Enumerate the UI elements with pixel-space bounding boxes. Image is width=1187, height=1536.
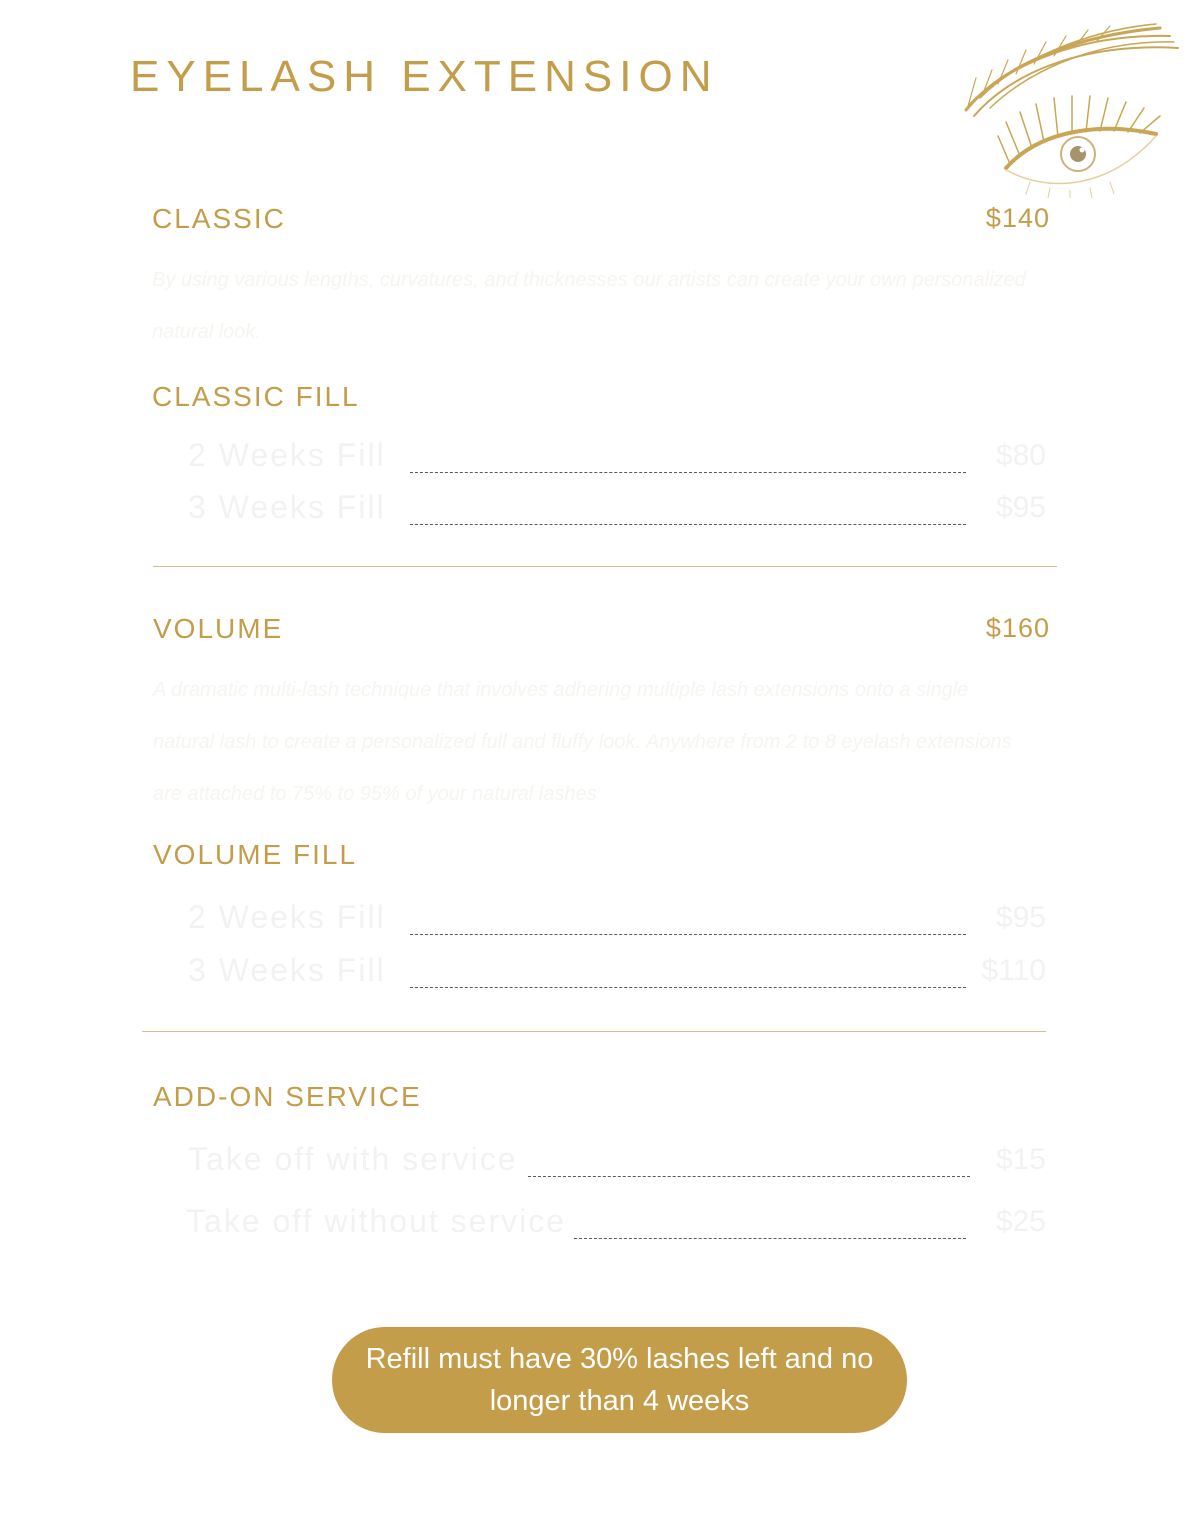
- volume-fill-2-weeks-price: $95: [995, 901, 1046, 934]
- dotted-leader: [410, 472, 966, 473]
- dotted-leader: [410, 987, 966, 988]
- refill-policy-text: Refill must have 30% lashes left and no longer than 4 weeks: [365, 1343, 874, 1417]
- volume-fill-2-weeks-label: 2 Weeks Fill: [188, 899, 414, 936]
- volume-heading: VOLUME: [153, 613, 284, 644]
- classic-fill-2-weeks-price: $80: [995, 439, 1046, 472]
- eye-illustration-icon: [960, 18, 1182, 198]
- classic-fill-2-weeks-label: 2 Weeks Fill: [188, 437, 414, 474]
- addon-take-off-without-service-price: $25: [995, 1205, 1046, 1238]
- classic-fill-heading: CLASSIC FILL: [152, 381, 360, 412]
- dotted-leader: [574, 1238, 966, 1239]
- addon-row: [188, 1141, 1046, 1189]
- volume-fill-row: [188, 899, 1046, 947]
- volume-fill-heading: VOLUME FILL: [153, 839, 358, 870]
- dotted-leader: [528, 1176, 970, 1177]
- addon-heading: ADD-ON SERVICE: [153, 1081, 422, 1112]
- refill-policy-banner: [332, 1327, 907, 1433]
- addon-row: [186, 1203, 1046, 1251]
- classic-fill-row: [188, 489, 1046, 537]
- section-divider: [153, 566, 1057, 567]
- classic-fill-row: [188, 437, 1046, 485]
- page-title: EYELASH EXTENSION: [130, 52, 719, 101]
- volume-fill-row: [188, 952, 1046, 1000]
- dotted-leader: [410, 524, 966, 525]
- classic-description: By using various lengths, curvatures, and thicknesses our artists can create your own personalized natural look.: [152, 269, 1026, 343]
- addon-take-off-with-service-price: $15: [995, 1143, 1046, 1176]
- volume-fill-3-weeks-label: 3 Weeks Fill: [188, 952, 414, 989]
- dotted-leader: [410, 934, 966, 935]
- volume-price: $160: [985, 613, 1050, 643]
- addon-take-off-with-service-label: Take off with service: [188, 1141, 546, 1178]
- classic-price: $140: [985, 203, 1050, 233]
- classic-heading: CLASSIC: [152, 203, 286, 234]
- classic-fill-3-weeks-price: $95: [995, 491, 1046, 524]
- volume-fill-3-weeks-price: $110: [981, 954, 1046, 987]
- volume-description: A dramatic multi-lash technique that involves adhering multiple lash extensions onto a single natural lash to create a personalized full and fluffy look. Anywhere from 2 to 8 eyelash extensions are attached to 75% to 95% of your natural lashes: [153, 679, 1012, 805]
- classic-fill-3-weeks-label: 3 Weeks Fill: [188, 489, 414, 526]
- addon-take-off-without-service-label: Take off without service: [186, 1203, 594, 1240]
- section-divider: [142, 1031, 1046, 1032]
